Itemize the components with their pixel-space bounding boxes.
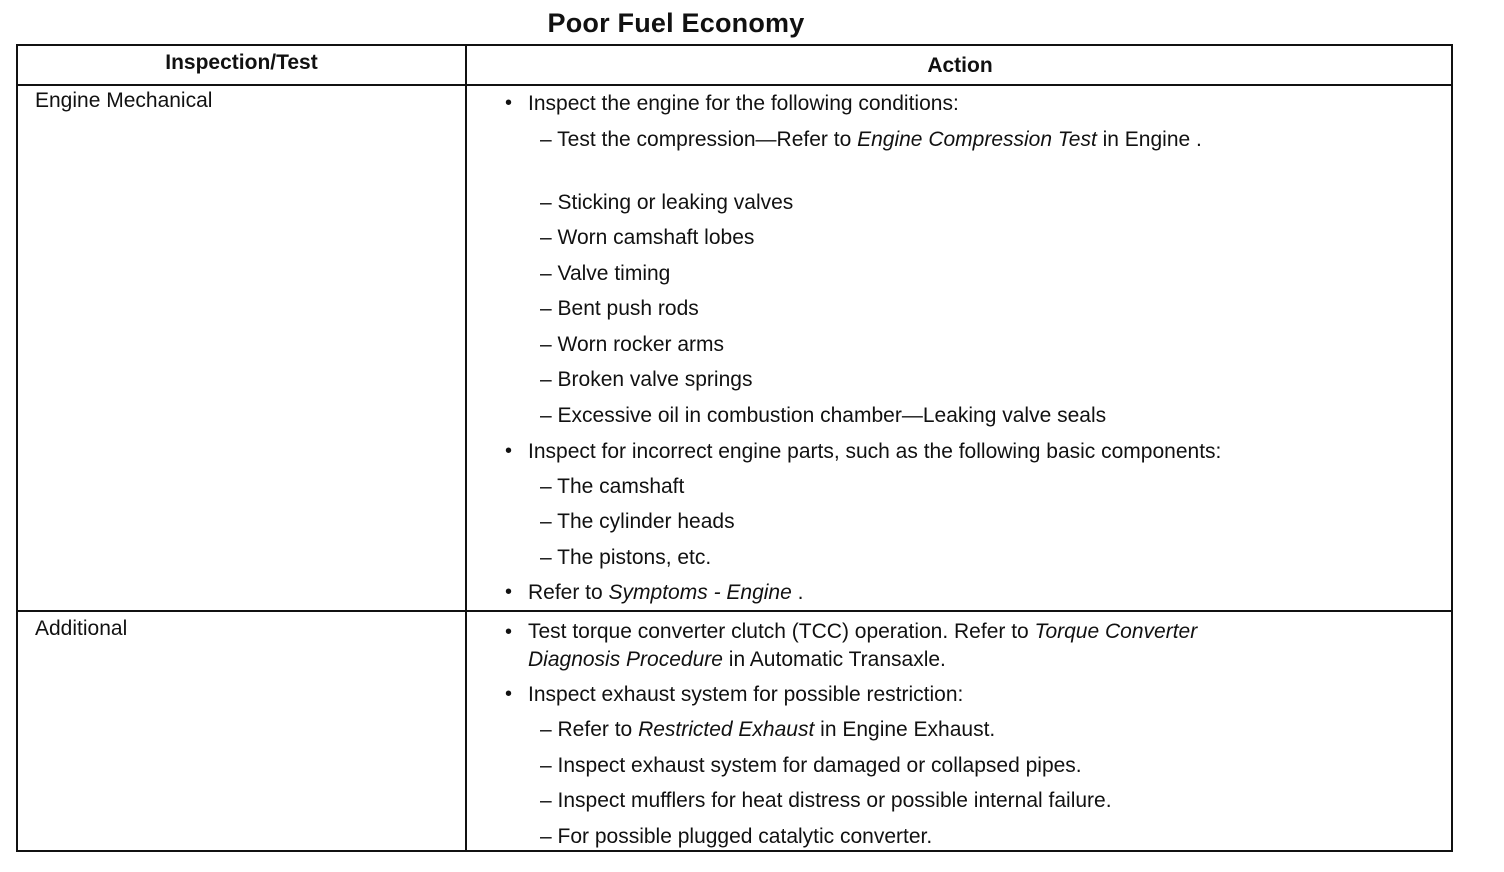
action-bullet-tcc-cont: Diagnosis Procedure in Automatic Transaxle. <box>528 648 946 671</box>
action-subitem: – Inspect mufflers for heat distress or possible internal failure. <box>540 789 1112 812</box>
reference-link: Torque Converter <box>1034 620 1198 643</box>
action-subitem: – Inspect exhaust system for damaged or collapsed pipes. <box>540 754 1082 777</box>
page-title: Poor Fuel Economy <box>547 8 805 38</box>
bullet-icon: • <box>505 92 513 114</box>
bullet-icon: • <box>505 683 513 705</box>
bullet-icon: • <box>505 621 513 643</box>
action-subitem: – The cylinder heads <box>540 510 735 533</box>
action-subitem: – Worn rocker arms <box>540 333 724 356</box>
reference-link: Engine Compression Test <box>857 128 1097 151</box>
action-subitem-exhaust-ref: – Refer to Restricted Exhaust in Engine Exhaust. <box>540 718 996 741</box>
reference-link: Symptoms - Engine <box>608 581 792 604</box>
column-header-inspection: Inspection/Test <box>165 51 318 74</box>
column-divider <box>465 44 467 852</box>
bullet-icon: • <box>505 581 513 603</box>
reference-link: Diagnosis Procedure <box>528 648 723 671</box>
action-subitem: – Sticking or leaking valves <box>540 191 794 214</box>
action-bullet: Inspect for incorrect engine parts, such as the following basic components: <box>528 440 1222 463</box>
reference-link: Restricted Exhaust <box>638 718 815 741</box>
inspection-additional: Additional <box>35 617 128 640</box>
action-bullet-symptoms: Refer to Symptoms - Engine . <box>528 581 804 604</box>
column-header-action: Action <box>927 54 993 77</box>
header-divider <box>16 84 1453 86</box>
action-subitem: – Excessive oil in combustion chamber—Leaking valve seals <box>540 404 1107 427</box>
action-subitem: – The pistons, etc. <box>540 546 712 569</box>
bullet-icon: • <box>505 440 513 462</box>
action-subitem: – The camshaft <box>540 475 685 498</box>
action-subitem: – Bent push rods <box>540 297 699 320</box>
action-bullet: Inspect exhaust system for possible restriction: <box>528 683 964 706</box>
action-subitem: – Broken valve springs <box>540 368 753 391</box>
action-bullet: Inspect the engine for the following conditions: <box>528 92 959 115</box>
action-subitem: – Worn camshaft lobes <box>540 226 755 249</box>
action-subitem: – Valve timing <box>540 262 671 285</box>
inspection-engine-mechanical: Engine Mechanical <box>35 89 213 112</box>
action-subitem: – For possible plugged catalytic converter. <box>540 825 933 848</box>
action-bullet-tcc: Test torque converter clutch (TCC) operation. Refer to Torque Converter <box>528 620 1198 643</box>
row-divider <box>16 610 1453 612</box>
action-subitem-compression: – Test the compression—Refer to Engine Compression Test in Engine . <box>540 128 1202 151</box>
